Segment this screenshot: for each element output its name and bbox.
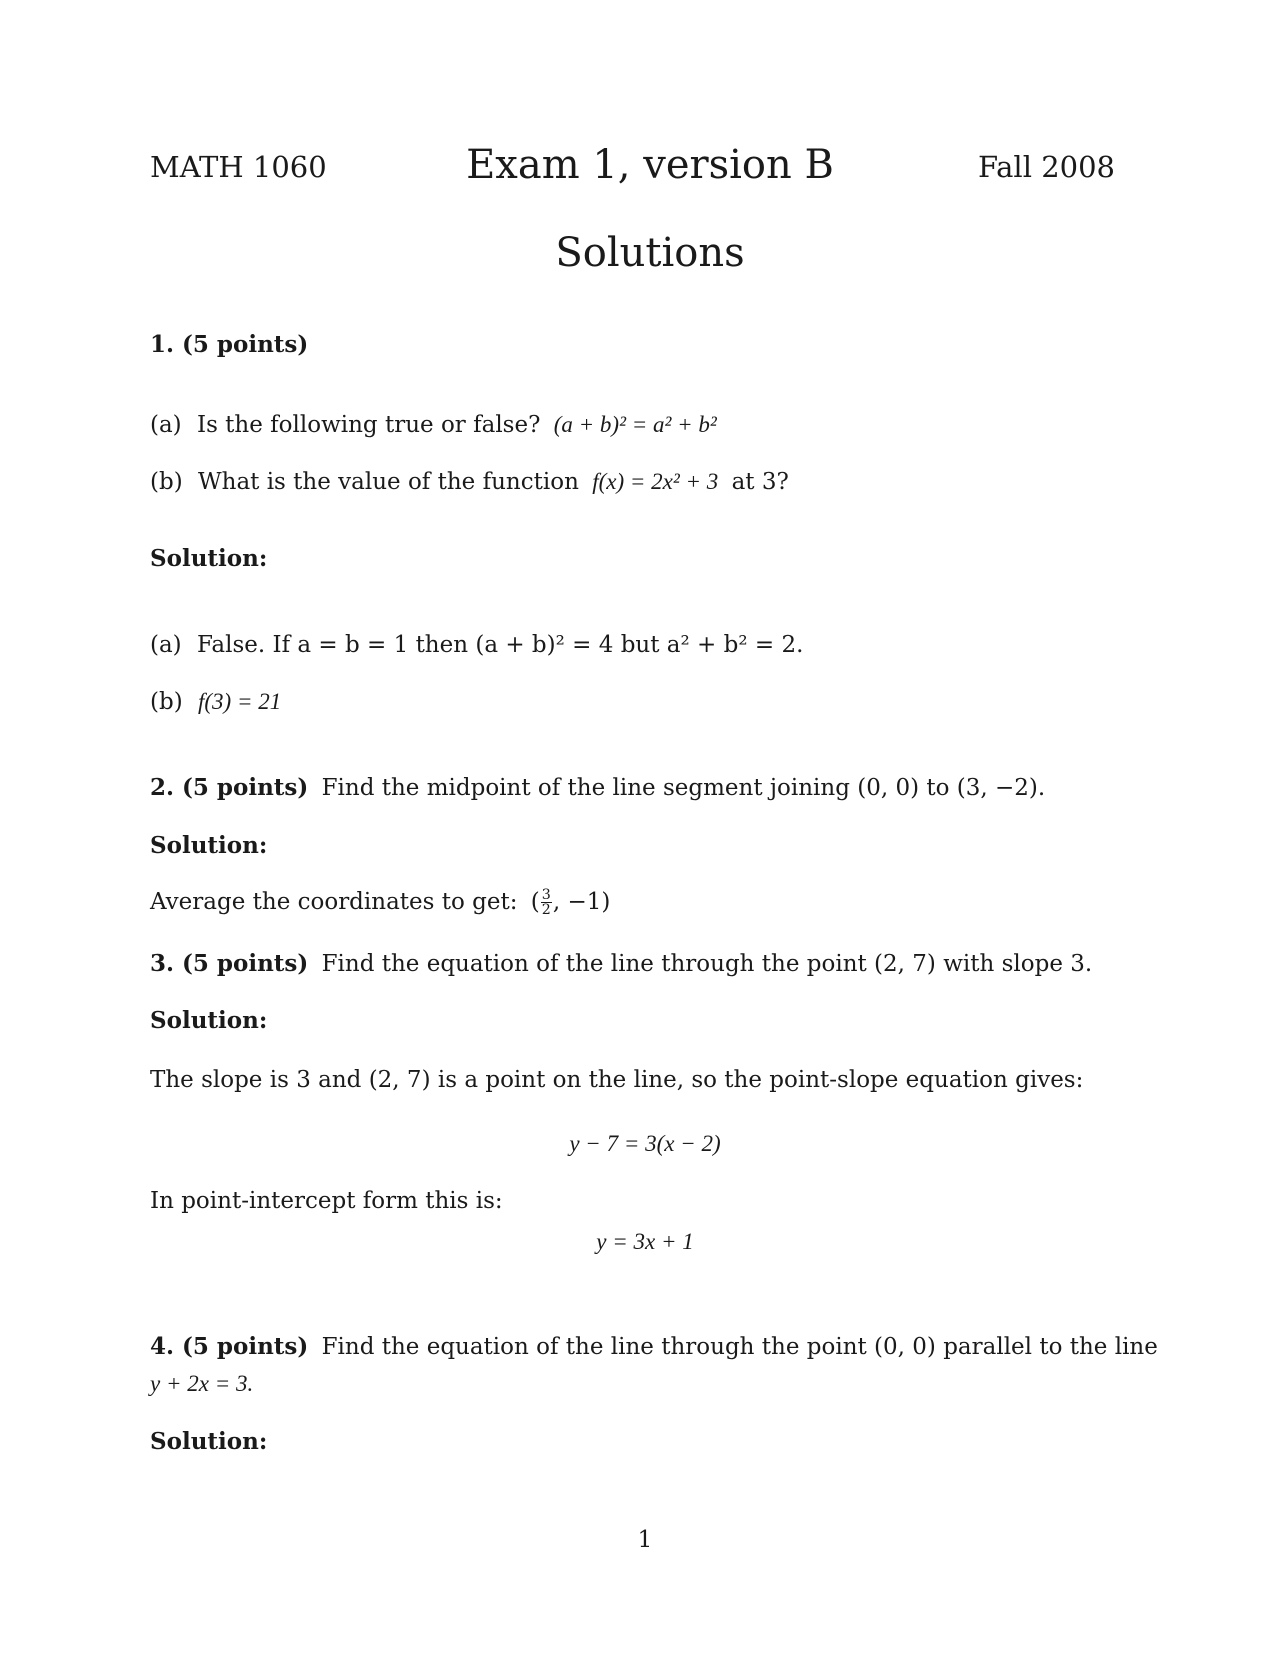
problem-1-label: 1. (5 points) (150, 331, 309, 358)
problem-2-solution-text: Average the coordinates to get: (150, 888, 518, 915)
problem-1b-prefix: (b) (150, 469, 183, 495)
problem-3-text: Find the equation of the line through the point (2, 7) with slope 3. (321, 951, 1093, 977)
problem-2-text: Find the midpoint of the line segment joining (0, 0) to (3, −2). (321, 775, 1046, 801)
exam-title: Exam 1, version B (466, 142, 834, 188)
problem-1b (150, 468, 789, 497)
problem-1b-text: What is the value of the function (197, 469, 579, 495)
problem-3-intercept-text: In point-intercept form this is: (150, 1188, 503, 1214)
problem-3-solution-label: Solution: (150, 1007, 268, 1034)
problem-4-text-line1: Find the equation of the line through the point (0, 0) parallel to the line (321, 1334, 1158, 1360)
problem-2-solution: Average the coordinates to get: ( $\frac{3}{2}$ , −1) (150, 887, 611, 919)
course-code: MATH 1060 (150, 150, 327, 184)
problem-3-solution-text: The slope is 3 and (2, 7) is a point on the line, so the point-slope equation gives: (150, 1067, 1084, 1093)
midpoint-fraction: $\frac{3}{2}$ (541, 887, 551, 919)
solution-1a-prefix: (a) (150, 632, 182, 658)
page-number: 1 (637, 1527, 653, 1553)
problem-2-solution-label: Solution: (150, 832, 268, 859)
problem-2-label: 2. (5 points) (150, 774, 309, 801)
problem-3 (150, 950, 1092, 979)
point-slope-equation: y − 7 = 3(x − 2) (569, 1131, 721, 1156)
problem-1b-suffix: at 3? (731, 469, 789, 495)
problem-1-solution-label: Solution: (150, 545, 268, 572)
problem-4-text-line2: y + 2x = 3. (150, 1371, 254, 1396)
problem-4-solution-label: Solution: (150, 1428, 268, 1455)
problem-1a-math: (a + b)² = a² + b² (553, 412, 717, 437)
problem-1a (150, 411, 717, 440)
problem-1a-prefix: (a) (150, 412, 182, 438)
slope-intercept-equation: y = 3x + 1 (596, 1229, 694, 1254)
problem-3-label: 3. (5 points) (150, 950, 309, 977)
problem-4-line1 (150, 1333, 1158, 1362)
problem-4-label: 4. (5 points) (150, 1333, 309, 1360)
exam-term: Fall 2008 (977, 150, 1115, 184)
solution-1b-prefix: (b) (150, 689, 183, 715)
solution-1b (150, 688, 281, 717)
solution-1a (150, 632, 803, 660)
problem-1b-math: f(x) = 2x² + 3 (592, 469, 719, 494)
page-subtitle: Solutions (555, 230, 745, 276)
problem-2 (150, 774, 1045, 803)
problem-2-solution-tail: , −1) (552, 888, 611, 915)
problem-1a-text: Is the following true or false? (196, 412, 541, 438)
solution-1a-text: False. If a = b = 1 then (a + b)² = 4 but a² + b² = 2. (196, 632, 804, 658)
solution-1b-math: f(3) = 21 (197, 689, 282, 714)
